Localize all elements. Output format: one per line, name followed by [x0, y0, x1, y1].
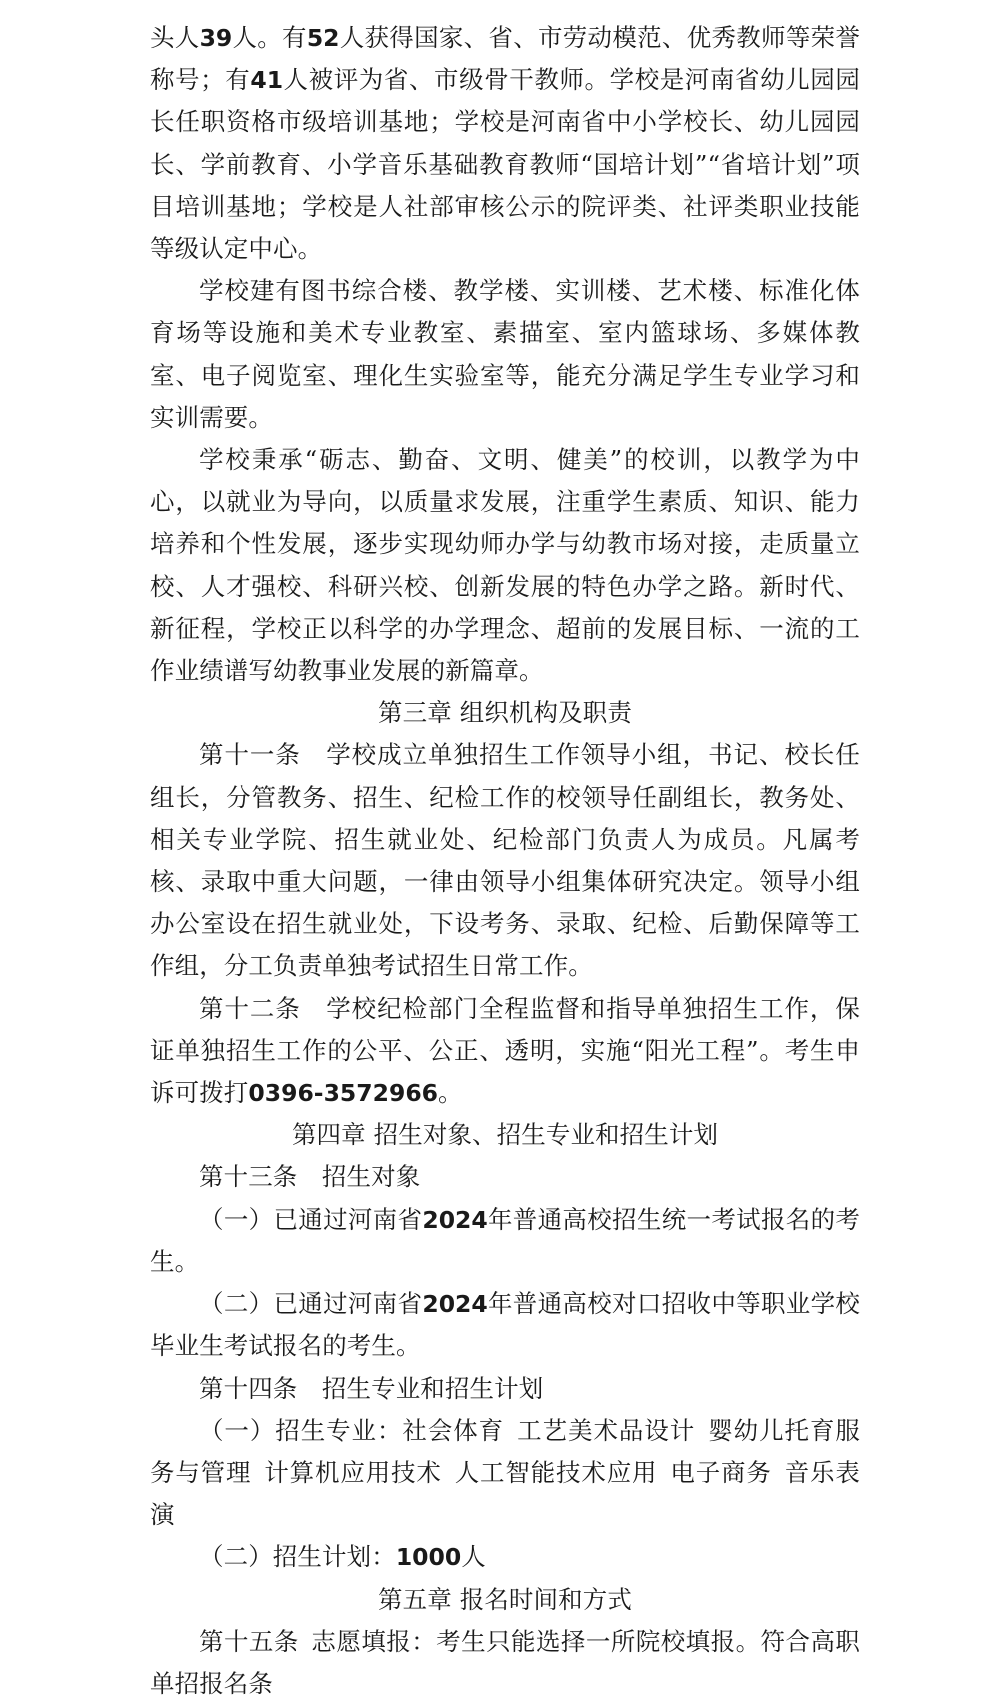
item-13-1-suffix: 年普通高校招生统一考试报名的考生。 [150, 1204, 861, 1276]
faculty-count-39: 39 [199, 24, 233, 52]
faculty-text-seg2: 人。有 [232, 23, 307, 52]
item-14-1-prefix: （一）招生专业： [199, 1415, 403, 1445]
faculty-count-52: 52 [306, 24, 340, 52]
item-14-2-prefix: （二）招生计划： [199, 1542, 396, 1572]
item-14-1-majors [150, 1410, 860, 1537]
article-12-label: 第十二条 [199, 993, 301, 1023]
chapter-heading-5: 第五章 报名时间和方式 [378, 1584, 632, 1614]
document-text-body [150, 17, 860, 1705]
article-11 [150, 734, 860, 987]
article-14-title: 招生专业和招生计划 [321, 1373, 544, 1403]
paragraph-facilities: 学校建有图书综合楼、教学楼、实训楼、艺术楼、标准化体育场等设施和美术专业教室、素描室、室内篮球场、多媒体教室、电子阅览室、理化生实验室等，能充分满足学生专业学习和实训需要。 [150, 276, 860, 432]
article-14-label: 第十四条 [199, 1373, 298, 1403]
article-14 [150, 1368, 860, 1410]
appeal-phone-number: 0396-3572966 [248, 1079, 439, 1108]
article-13-label: 第十三条 [199, 1162, 298, 1192]
enrollment-plan-unit: 人 [461, 1542, 486, 1572]
item-14-2-plan [150, 1536, 860, 1578]
chapter-heading-4: 第四章 招生对象、招生专业和招生计划 [291, 1120, 719, 1150]
article-15 [150, 1621, 860, 1705]
item-13-1-year: 2024 [422, 1205, 488, 1234]
faculty-count-41: 41 [250, 66, 284, 95]
item-13-2-year: 2024 [422, 1290, 488, 1319]
enrollment-plan-count: 1000 [395, 1543, 462, 1572]
article-12 [150, 988, 860, 1115]
article-15-label: 第十五条 [199, 1626, 299, 1656]
item-13-2-prefix: （二）已通过河南省 [199, 1289, 423, 1319]
major-2: 婴幼儿托育服务与管理 [150, 1415, 860, 1487]
paragraph-faculty [150, 17, 860, 270]
item-13-1 [150, 1199, 860, 1283]
major-0: 社会体育 [402, 1415, 505, 1445]
major-6: 音乐表演 [150, 1457, 860, 1530]
faculty-text-seg3: 人获得国家、省、市劳动模范、优秀教师等荣誉称号；有 [150, 23, 860, 95]
article-11-label: 第十一条 [199, 740, 301, 770]
article-13 [150, 1156, 860, 1198]
major-1: 工艺美术品设计 [516, 1415, 696, 1445]
article-15-text: 志愿填报：考生只能选择一所院校填报。符合高职单招报名条 [150, 1626, 860, 1698]
article-11-text: 学校成立单独招生工作领导小组，书记、校长任组长，分管教务、招生、纪检工作的校领导任副组长，教务处、相关专业学院、招生就业处、纪检部门负责人为成员。凡属考核、录取中重大问题，一律由领导小组集体研究决定。领导小组办公室设在招生就业处，下设考务、录取、纪检、后勤保障等工作组，分工负责单独考试招生日常工作。 [150, 740, 860, 981]
item-13-2 [150, 1283, 860, 1367]
major-3: 计算机应用技术 [263, 1457, 442, 1487]
paragraph-school-motto: 学校秉承“砺志、勤奋、文明、健美”的校训，以教学为中心，以就业为导向，以质量求发展，注重学生素质、知识、能力培养和个性发展，逐步实现幼师办学与幼教市场对接，走质量立校、人才强校、科研兴校、创新发展的特色办学之路。新时代、新征程，学校正以科学的办学理念、超前的发展目标、一流的工作业绩谱写幼教事业发展的新篇章。 [150, 445, 860, 686]
chapter-heading-3: 第三章 组织机构及职责 [378, 698, 632, 728]
article-13-title: 招生对象 [321, 1162, 421, 1192]
faculty-text-seg4: 人被评为省、市级骨干教师。学校是河南省幼儿园园长任职资格市级培训基地；学校是河南省中小学校长、幼儿园园长、学前教育、小学音乐基础教育教师“国培计划”“省培计划”项目培训基地；学校是人社部审核公示的院评类、社评类职业技能等级认定中心。 [150, 65, 860, 264]
article-12-text-part2: 。 [438, 1078, 463, 1108]
item-13-1-prefix: （一）已通过河南省 [199, 1204, 423, 1234]
faculty-text-seg1: 头人 [150, 23, 200, 52]
item-13-2-suffix: 年普通高校对口招收中等职业学校毕业生考试报名的考生。 [150, 1289, 861, 1361]
major-5: 电子商务 [669, 1457, 772, 1487]
article-12-text-part1: 学校纪检部门全程监督和指导单独招生工作，保证单独招生工作的公平、公正、透明，实施“阳光工程”。考生申诉可拨打 [150, 993, 860, 1108]
major-4: 人工智能技术应用 [453, 1457, 658, 1487]
